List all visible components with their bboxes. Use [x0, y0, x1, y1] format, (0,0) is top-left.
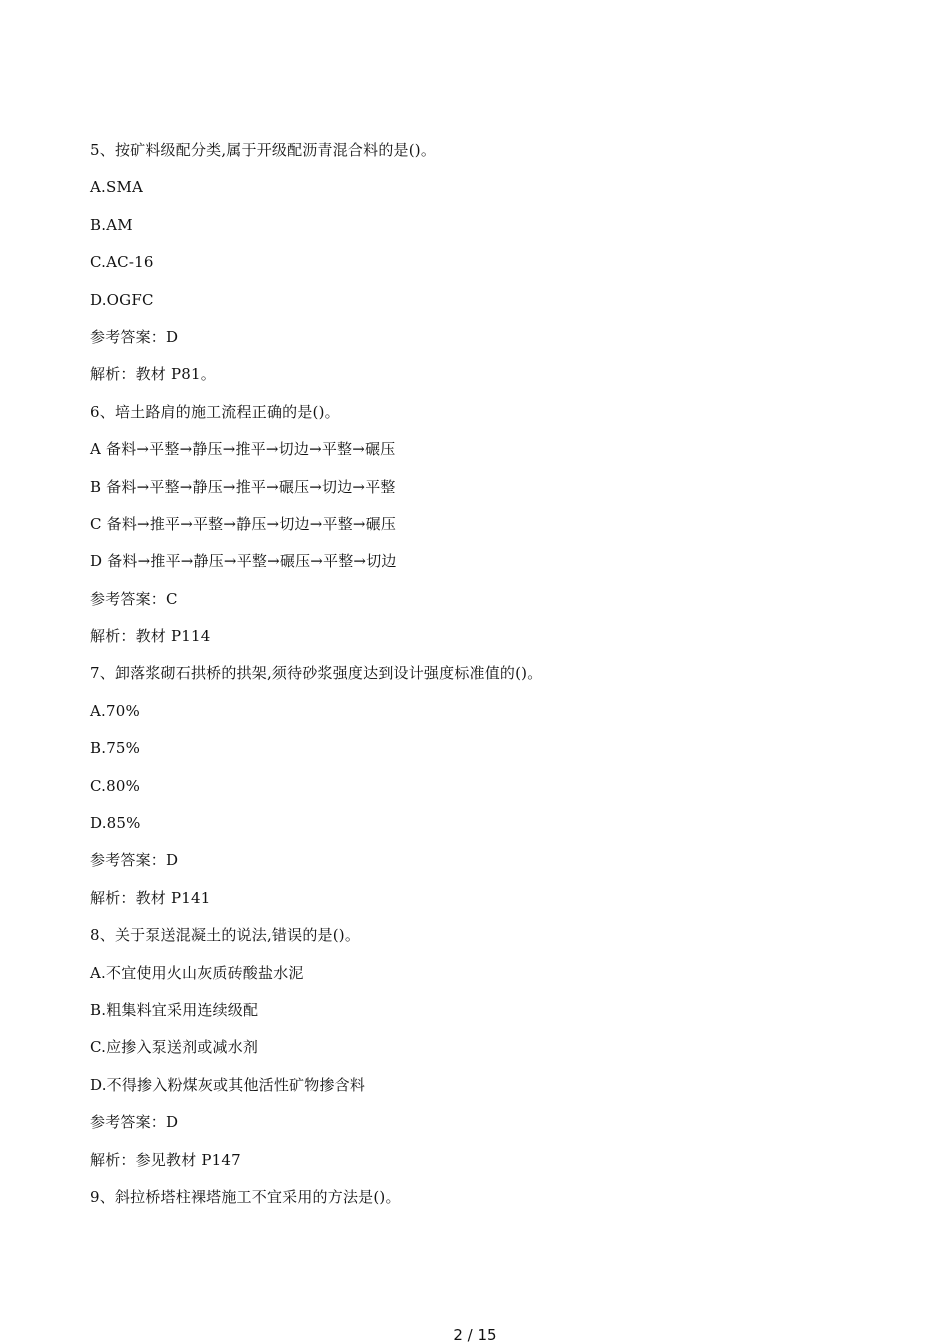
question-9-stem: 9、斜拉桥塔柱裸塔施工不宜采用的方法是()。 — [90, 1187, 401, 1206]
question-7-answer: 参考答案：D — [90, 851, 179, 870]
question-6-option-c: C 备料→推平→平整→静压→切边→平整→碾压 — [90, 514, 397, 533]
question-5-option-a: A.SMA — [90, 178, 144, 197]
question-5-explanation: 解析：教材 P81。 — [90, 365, 216, 384]
question-8-option-d: D.不得掺入粉煤灰或其他活性矿物掺含料 — [90, 1075, 366, 1094]
question-6-answer: 参考答案：C — [90, 589, 178, 608]
question-7-stem: 7、卸落浆砌石拱桥的拱架,须待砂浆强度达到设计强度标准值的()。 — [90, 664, 543, 683]
question-8-option-b: B.粗集料宜采用连续级配 — [90, 1000, 259, 1019]
question-7-option-c: C.80% — [90, 776, 141, 795]
question-5-option-c: C.AC-16 — [90, 253, 154, 272]
question-8-option-c: C.应掺入泵送剂或减水剂 — [90, 1038, 259, 1057]
question-6-stem: 6、培土路肩的施工流程正确的是()。 — [90, 402, 340, 421]
question-5-option-b: B.AM — [90, 215, 133, 234]
page-content — [90, 138, 870, 1222]
question-7-option-b: B.75% — [90, 739, 141, 758]
question-7-option-d: D.85% — [90, 814, 141, 833]
question-8-stem: 8、关于泵送混凝土的说法,错误的是()。 — [90, 926, 361, 945]
question-6-option-b: B 备料→平整→静压→推平→碾压→切边→平整 — [90, 477, 396, 496]
question-5-stem: 5、按矿料级配分类,属于开级配沥青混合料的是()。 — [90, 141, 437, 159]
question-5-option-d: D.OGFC — [90, 290, 154, 309]
question-7-explanation: 解析：教材 P141 — [90, 888, 211, 907]
question-6-option-d: D 备料→推平→静压→平整→碾压→平整→切边 — [90, 552, 397, 571]
question-6-explanation: 解析：教材 P114 — [90, 627, 211, 646]
question-7-option-a: A.70% — [90, 701, 140, 720]
question-8-answer: 参考答案：D — [90, 1113, 179, 1132]
question-5-answer: 参考答案：D — [90, 327, 179, 346]
question-6-option-a: A 备料→平整→静压→推平→切边→平整→碾压 — [90, 440, 396, 459]
question-8-explanation: 解析：参见教材 P147 — [90, 1150, 241, 1169]
page-number: 2 / 15 — [453, 1326, 497, 1344]
question-8-option-a: A.不宜使用火山灰质砖酸盐水泥 — [90, 963, 304, 982]
